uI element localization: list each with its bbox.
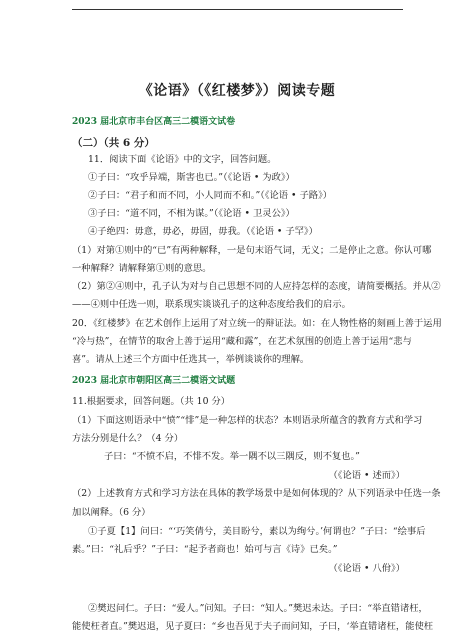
q20-line1: 20．《红楼梦》在艺术创作上运用了对立统一的辩证法。如：在人物性格的刻画上善于运用 — [72, 318, 442, 329]
q11b-intro: 11.根据要求，回答问题。（共 10 分） — [72, 396, 231, 407]
q11b-sub1-line1: （1）下面这则语录中“愤”“悱”是一种怎样的状态？本则语录所蕴含的教育方式和学习 — [72, 415, 423, 426]
q11b-source-2: （《论语 • 八佾》） — [328, 563, 405, 574]
page-title: 《论语》（《红楼梦》）阅读专题 — [138, 83, 336, 99]
q11b-sub2-line2: 加以阐释。（6 分） — [72, 507, 151, 518]
q11-sub1-line2: 一种解释？请解释第①则的意思。 — [72, 263, 212, 274]
q20-line3: 喜”。请从上述三个方面中任选其一，举例谈谈你的理解。 — [72, 354, 310, 365]
q11b-option-b-line1: ②樊迟问仁。子曰：“爱人。”问知。子曰：“知人。”樊迟未达。子曰：“举直错诸枉， — [88, 603, 428, 614]
q11-sub2-line2: ——④则中任选一则，联系现实谈谈孔子的这种态度给我们的启示。 — [72, 299, 351, 310]
q11b-quote: 子曰：“不愤不启，不悱不发。举一隅不以三隅反，则不复也。” — [104, 451, 360, 462]
q11-sub2-line1: （2）第②④则中，孔子认为对与自己思想不同的人应持怎样的态度，请简要概括。并从② — [72, 281, 441, 292]
q11-quote-2: ②子曰：“君子和而不同，小人同而不和。”（《论语 • 子路》） — [88, 190, 333, 201]
q11b-option-b-line2: 能使枉者直。”樊迟退，见子夏曰：“乡也吾见于夫子而问知，子曰，‘举直错诸枉，能使枉 — [72, 621, 434, 632]
q11b-sub1-line2: 方法分别是什么？（4 分） — [72, 433, 184, 444]
q11b-option-a-line2: 素。”曰：“礼后乎？”子曰：“起予者商也！始可与言《诗》已矣。” — [72, 544, 338, 555]
q11b-source-1: （《论语 • 述而》） — [328, 470, 405, 481]
q11-sub1-line1: （1）对第①则中的“已”有两种解释，一是句末语气词，无义；二是停止之意。你认可哪 — [72, 245, 432, 256]
exam-source-fengtai: 2023 届北京市丰台区高三二模语文试卷 — [72, 117, 236, 127]
q11-quote-1: ①子曰：“攻乎异端，斯害也已。”（《论语 • 为政》） — [88, 172, 295, 183]
section-heading: （二）（共 6 分） — [72, 137, 155, 149]
q11b-option-a-line1: ①子夏【1】问曰：“‘巧笑倩兮，美目盼兮，素以为绚兮。’何谓也？”子曰：“绘事后 — [88, 526, 426, 537]
q11b-sub2-line1: （2）上述教育方式和学习方法在具体的教学场景中是如何体现的？从下列语录中任选一条 — [72, 488, 441, 499]
q20-line2: “冷与热”，在情节的取舍上善于运用“藏和露”，在艺术氛围的创造上善于运用“悲与 — [72, 336, 412, 347]
exam-source-chaoyang: 2023 届北京市朝阳区高三二模语文试题 — [72, 376, 236, 386]
q11-quote-3: ③子曰：“道不同，不相为谋。”（《论语 • 卫灵公》） — [88, 208, 295, 219]
q11-intro: 11．阅读下面《论语》中的文字，回答问题。 — [88, 154, 277, 165]
q11-quote-4: ④子绝四：毋意，毋必，毋固，毋我。（《论语 • 子罕》） — [88, 226, 318, 237]
